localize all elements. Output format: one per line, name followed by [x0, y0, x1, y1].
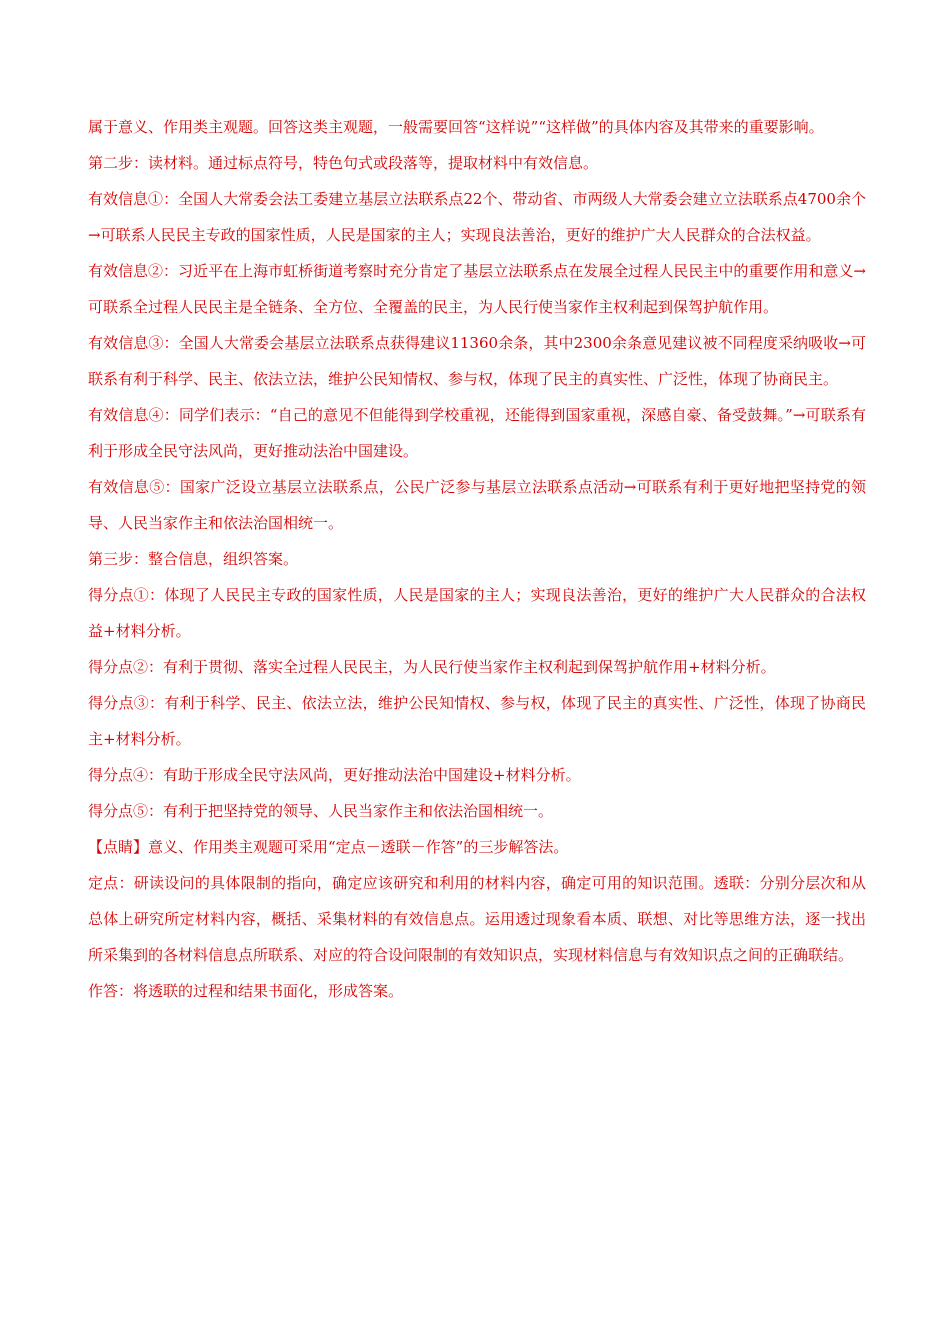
paragraph-point-5: 得分点⑤：有利于把坚持党的领导、人民当家作主和依法治国相统一。 — [88, 802, 554, 820]
paragraph-info-5: 有效信息⑤：国家广泛设立基层立法联系点，公民广泛参与基层立法联系点活动→可联系有利于更好地把坚持党的领导、人民当家作主和依法治国相统一。 — [88, 478, 866, 532]
paragraph-question-type: 属于意义、作用类主观题。回答这类主观题，一般需要回答“这样说”“这样做”的具体内容及其带来的重要影响。 — [88, 118, 824, 136]
paragraph-method-explanation: 定点：研读设问的具体限制的指向，确定应该研究和利用的材料内容，确定可用的知识范围。透联：分别分层次和从总体上研究所定材料内容，概括、采集材料的有效信息点。运用透过现象看本质、联想、对比等思维方法，逐一找出所采集到的各材料信息点所联系、对应的符合设问限制的有效知识点，实现材料信息与有效知识点之间的正确联结。 — [88, 874, 866, 964]
paragraph-step-three: 第三步：整合信息，组织答案。 — [88, 550, 299, 568]
paragraph-method-answer: 作答：将透联的过程和结果书面化，形成答案。 — [88, 982, 404, 1000]
tip-paragraph — [88, 829, 866, 865]
paragraph-point-1: 得分点①：体现了人民民主专政的国家性质，人民是国家的主人；实现良法善治，更好的维护广大人民群众的合法权益+材料分析。 — [88, 586, 866, 640]
answer-analysis — [88, 109, 866, 1009]
paragraph-info-3: 有效信息③：全国人大常委会基层立法联系点获得建议11360余条，其中2300余条意见建议被不同程度采纳吸收→可联系有利于科学、民主、依法立法，维护公民知情权、参与权，体现了民主的真实性、广泛性，体现了协商民主。 — [88, 334, 866, 388]
tip-text: 意义、作用类主观题可采用“定点－透联－作答”的三步解答法。 — [148, 838, 569, 856]
paragraph-info-4: 有效信息④：同学们表示：“自己的意见不但能得到学校重视，还能得到国家重视，深感自豪、备受鼓舞。”→可联系有利于形成全民守法风尚，更好推动法治中国建设。 — [88, 406, 866, 460]
paragraph-point-4: 得分点④：有助于形成全民守法风尚，更好推动法治中国建设+材料分析。 — [88, 766, 581, 784]
tip-heading: 【点睛】 — [88, 838, 149, 856]
paragraph-info-2: 有效信息②：习近平在上海市虹桥街道考察时充分肯定了基层立法联系点在发展全过程人民民主中的重要作用和意义→可联系全过程人民民主是全链条、全方位、全覆盖的民主，为人民行使当家作主权利起到保驾护航作用。 — [88, 262, 866, 316]
paragraph-point-2: 得分点②：有利于贯彻、落实全过程人民民主，为人民行使当家作主权利起到保驾护航作用+材料分析。 — [88, 658, 776, 676]
paragraph-info-1: 有效信息①：全国人大常委会法工委建立基层立法联系点22个、带动省、市两级人大常委会建立立法联系点4700余个→可联系人民民主专政的国家性质，人民是国家的主人；实现良法善治，更好的维护广大人民群众的合法权益。 — [88, 190, 866, 244]
paragraph-step-two: 第二步：读材料。通过标点符号，特色句式或段落等，提取材料中有效信息。 — [88, 154, 599, 172]
paragraph-point-3: 得分点③：有利于科学、民主、依法立法，维护公民知情权、参与权，体现了民主的真实性、广泛性，体现了协商民主+材料分析。 — [88, 694, 866, 748]
